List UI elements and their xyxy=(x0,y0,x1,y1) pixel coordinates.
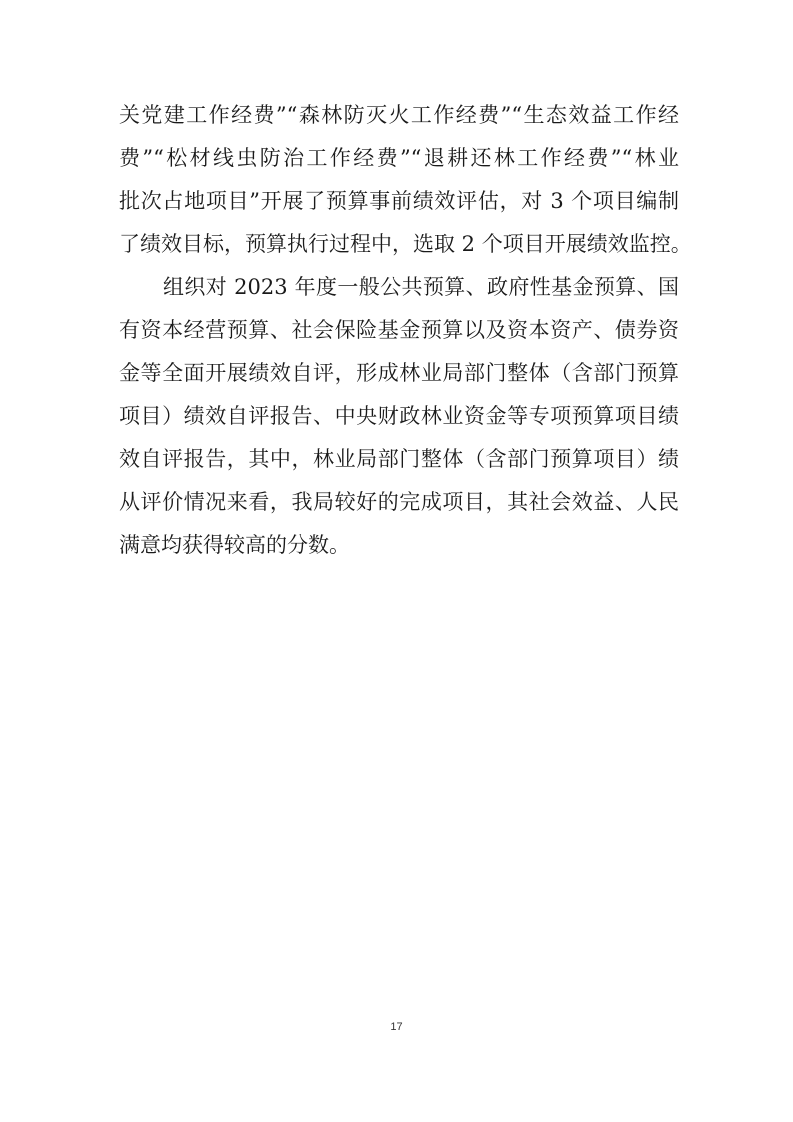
paragraph-2-line-6: 从评价情况来看，我局较好的完成项目，其社会效益、人民 xyxy=(119,490,679,514)
paragraph-1-line-2: 费”“松材线虫防治工作经费”“退耕还林工作经费”“林业 xyxy=(119,146,679,170)
paragraph-1-line-3: 批次占地项目”开展了预算事前绩效评估，对 3 个项目编制 xyxy=(119,189,679,213)
paragraph-2-line-5: 效自评报告，其中，林业局部门整体（含部门预算项目）绩 xyxy=(119,447,679,471)
paragraph-2-line-4: 项目）绩效自评报告、中央财政林业资金等专项预算项目绩 xyxy=(119,404,679,428)
paragraph-1-line-1: 关党建工作经费”“森林防灭火工作经费”“生态效益工作经 xyxy=(119,103,679,127)
paragraph-2-line-7: 满意均获得较高的分数。 xyxy=(119,533,350,557)
paragraph-2-line-1: 组织对 2023 年度一般公共预算、政府性基金预算、国 xyxy=(163,275,679,299)
paragraph-2-line-3: 金等全面开展绩效自评，形成林业局部门整体（含部门预算 xyxy=(119,361,679,385)
paragraph-2-line-2: 有资本经营预算、社会保险基金预算以及资本资产、债券资 xyxy=(119,318,679,342)
paragraph-1-line-4: 了绩效目标，预算执行过程中，选取 2 个项目开展绩效监控。 xyxy=(119,232,692,256)
page-number: 17 xyxy=(390,1021,403,1033)
